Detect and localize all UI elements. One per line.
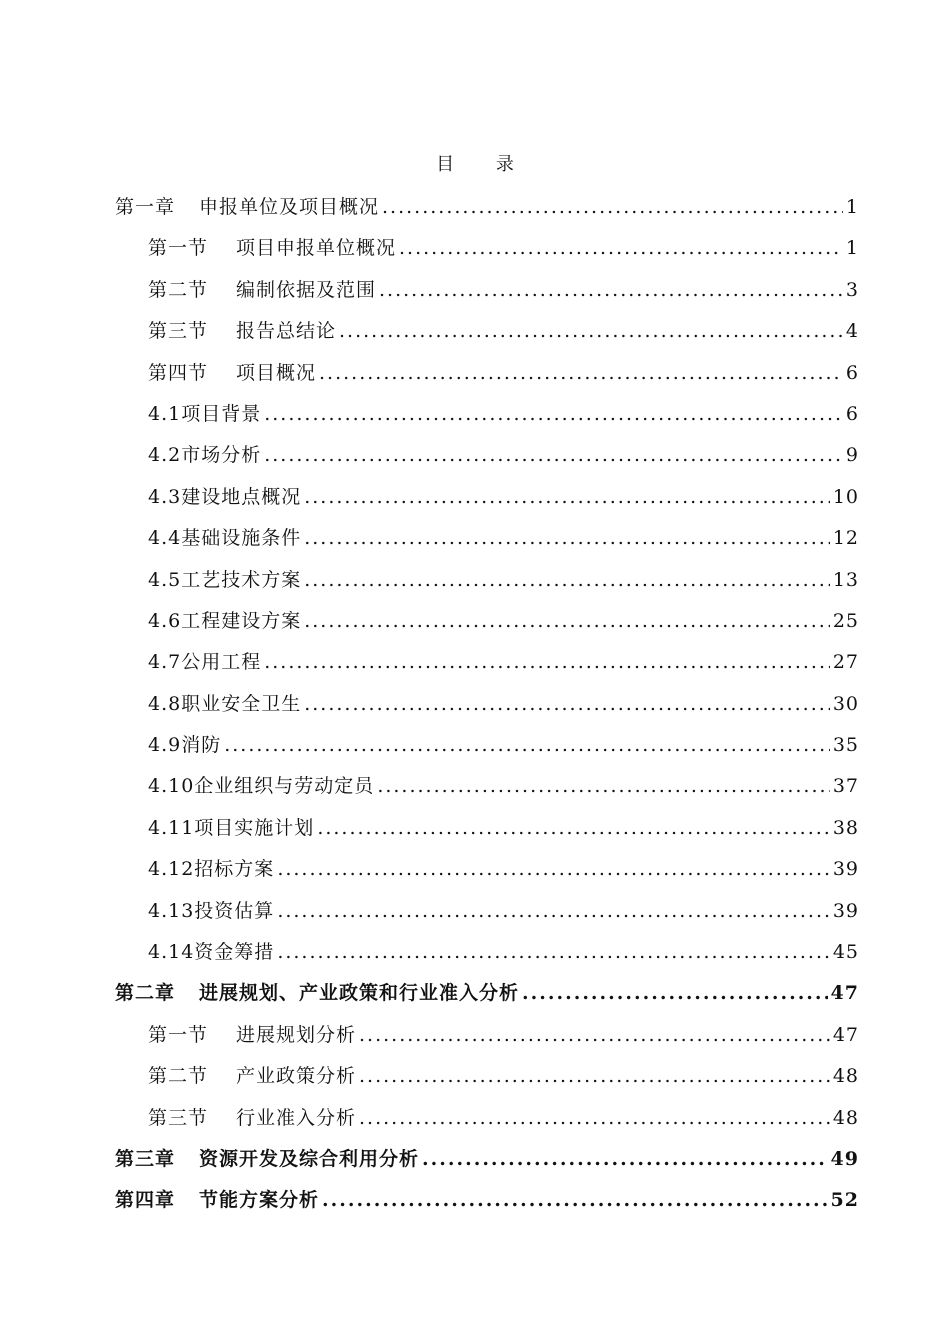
toc-entry-text: 项目概况 [236,361,317,384]
toc-page-number: 30 [832,692,859,715]
toc-entry-text: 进展规划、产业政策和行业准入分析 [199,982,520,1005]
toc-entry[interactable] [115,480,859,521]
toc-entry-number: 第二节 [148,278,209,301]
toc-entry[interactable] [115,728,859,769]
toc-page-number: 47 [830,982,859,1005]
toc-entry-text: 4.12招标方案 [148,858,275,881]
toc-entry-text: 产业政策分析 [236,1065,357,1088]
toc-entry-text: 行业准入分析 [236,1106,357,1129]
toc-leader-dots [377,769,830,803]
toc-entry-label [148,935,274,969]
toc-entry-text: 4.6工程建设方案 [148,609,302,632]
toc-leader-dots [264,438,843,472]
toc-entry-text: 4.1项目背景 [148,402,262,425]
toc-entry-text: 4.11项目实施计划 [148,816,315,839]
toc-entry[interactable] [115,1059,859,1100]
toc-leader-dots [304,604,830,638]
toc-entry-number: 第四节 [148,361,209,384]
toc-page-number: 25 [832,609,859,632]
toc-leader-dots [379,273,843,307]
toc-page-number: 12 [832,527,859,550]
toc-page-number: 27 [832,651,859,674]
toc-entry-number: 第四章 [115,1189,176,1212]
toc-leader-dots [304,480,830,514]
toc-entry-text: 4.3建设地点概况 [148,485,302,508]
toc-page-number: 6 [845,402,859,425]
toc-entry-label [148,728,221,762]
toc-entry-number: 第三节 [148,1106,209,1129]
toc-page-number: 1 [845,196,859,218]
toc-entry-text: 编制依据及范围 [236,278,377,301]
toc-entry-number: 第一章 [115,196,176,218]
toc-entry-label [148,769,374,803]
toc-title: 目 录 [436,154,532,175]
toc-entry-text: 4.14资金筹措 [148,941,275,964]
toc-page-number: 39 [832,899,859,922]
toc-leader-dots [304,687,830,721]
toc-entry[interactable] [115,563,859,604]
toc-entry-text: 4.7公用工程 [148,651,262,674]
toc-entry[interactable] [115,976,859,1017]
toc-leader-dots [317,811,830,845]
toc-entry[interactable] [115,314,859,355]
toc-entry-label [115,190,379,224]
toc-page-number: 47 [832,1023,859,1046]
toc-entry[interactable] [115,1101,859,1142]
toc-leader-dots [399,231,843,265]
toc-leader-dots [422,1142,828,1176]
toc-entry-number: 第二节 [148,1065,209,1088]
toc-page-number: 38 [832,816,859,839]
toc-leader-dots [264,397,843,431]
toc-entry-text: 节能方案分析 [199,1189,320,1212]
table-of-contents [115,190,859,1225]
toc-entry-label [115,1142,419,1176]
toc-entry-label [148,852,274,886]
toc-entry-text: 申报单位及项目概况 [199,196,380,218]
toc-entry-number: 第一节 [148,1023,209,1046]
toc-page-number: 52 [830,1189,859,1212]
toc-entry-number: 第三节 [148,320,209,343]
toc-entry[interactable] [115,645,859,686]
toc-entry-label [148,397,261,431]
toc-entry-text: 4.5工艺技术方案 [148,568,302,591]
toc-page-number: 39 [832,858,859,881]
toc-page-number: 48 [832,1106,859,1129]
toc-entry-text: 报告总结论 [236,320,337,343]
toc-entry-label [148,314,336,348]
toc-entry-text: 4.4基础设施条件 [148,527,302,550]
toc-entry-label [148,687,301,721]
toc-entry-label [148,521,301,555]
toc-leader-dots [322,1183,828,1217]
toc-entry-text: 项目申报单位概况 [236,237,397,260]
toc-entry-label [148,1059,356,1093]
toc-entry[interactable] [115,273,859,314]
toc-page-number: 35 [832,734,859,757]
toc-leader-dots [359,1059,830,1093]
toc-entry[interactable] [115,852,859,893]
toc-entry-label [148,645,261,679]
toc-entry-label [115,1183,319,1217]
toc-entry-label [115,976,519,1010]
toc-entry[interactable] [115,397,859,438]
toc-page-number: 48 [832,1065,859,1088]
toc-leader-dots [359,1101,830,1135]
toc-entry[interactable] [115,604,859,645]
toc-entry-label [148,604,301,638]
toc-entry[interactable] [115,935,859,976]
toc-entry-number: 第一节 [148,237,209,260]
toc-page-number: 45 [832,941,859,964]
toc-entry-text: 4.10企业组织与劳动定员 [148,775,375,798]
toc-leader-dots [277,935,830,969]
toc-page-number: 13 [832,568,859,591]
toc-entry[interactable] [115,521,859,562]
toc-entry-number: 第二章 [115,982,176,1005]
toc-entry-label [148,438,261,472]
toc-entry[interactable] [115,1183,859,1224]
toc-page-number: 10 [832,485,859,508]
toc-page-number: 37 [832,775,859,798]
toc-page-number: 3 [845,278,859,301]
toc-entry-label [148,1018,356,1052]
toc-page-number: 1 [845,237,859,260]
toc-entry[interactable] [115,231,859,272]
toc-entry-text: 4.9消防 [148,734,222,757]
toc-leader-dots [304,521,830,555]
toc-entry-text: 4.8职业安全卫生 [148,692,302,715]
toc-leader-dots [522,976,828,1010]
toc-entry-label [148,356,316,390]
toc-entry[interactable] [115,769,859,810]
toc-entry[interactable] [115,687,859,728]
toc-entry-text: 资源开发及综合利用分析 [199,1147,420,1170]
toc-leader-dots [319,356,843,390]
toc-entry-text: 4.2市场分析 [148,444,262,467]
toc-leader-dots [264,645,830,679]
toc-entry[interactable] [115,1142,859,1183]
toc-entry-label [148,231,396,265]
toc-leader-dots [224,728,830,762]
toc-entry-label [148,273,376,307]
toc-entry[interactable] [115,356,859,397]
toc-leader-dots [304,563,830,597]
toc-page-number: 9 [845,444,859,467]
toc-entry-label [148,480,301,514]
toc-entry[interactable] [115,438,859,479]
toc-entry[interactable] [115,1018,859,1059]
toc-entry[interactable] [115,894,859,935]
toc-page-number: 49 [830,1147,859,1170]
toc-entry-text: 进展规划分析 [236,1023,357,1046]
toc-leader-dots [382,190,843,224]
toc-entry-label [148,894,274,928]
toc-leader-dots [277,852,830,886]
toc-leader-dots [339,314,843,348]
toc-entry-text: 4.13投资估算 [148,899,275,922]
toc-entry[interactable] [115,190,859,231]
toc-page-number: 4 [845,320,859,343]
toc-entry-number: 第三章 [115,1147,176,1170]
toc-entry[interactable] [115,811,859,852]
toc-entry-label [148,563,301,597]
toc-leader-dots [359,1018,830,1052]
toc-entry-label [148,811,314,845]
toc-entry-label [148,1101,356,1135]
toc-page-number: 6 [845,361,859,384]
toc-leader-dots [277,894,830,928]
